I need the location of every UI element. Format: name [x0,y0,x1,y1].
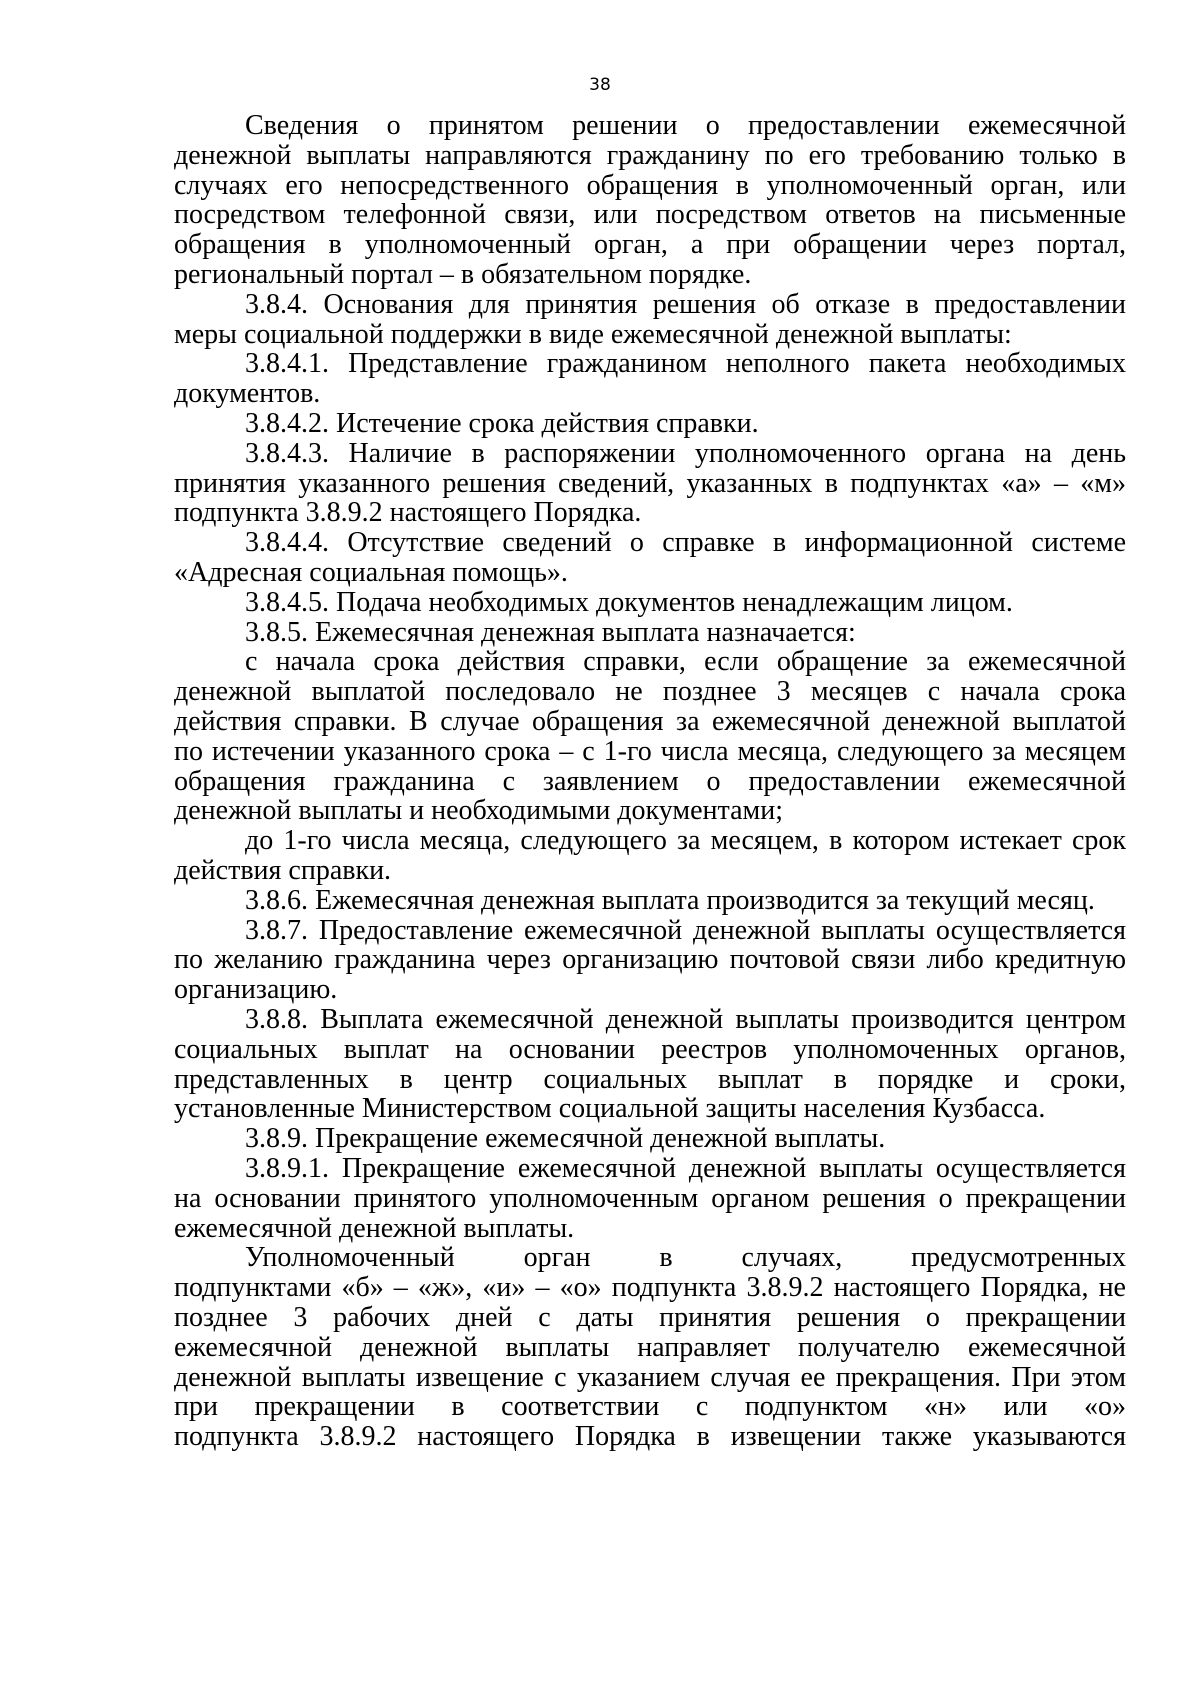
text-line: ежемесячной денежной выплаты. [174,1212,575,1244]
text-line: денежной выплатой последовало не позднее 3 месяцев с начала срока [174,676,1126,708]
text-line: при прекращении в соответствии с подпунктом «н» или «о» [174,1391,1126,1423]
text-line: 3.8.4. Основания для принятия решения об отказе в предоставлении [245,288,1126,320]
text-line: Сведения о принятом решении о предоставлении ежемесячной [245,110,1126,141]
text-line: 3.8.4.1. Представление гражданином неполного пакета необходимых [245,348,1126,380]
text-line: обращения в уполномоченный орган, а при обращении через портал, [174,229,1126,261]
text-line: по желанию гражданина через организацию почтовой связи либо кредитную [174,944,1126,976]
text-line: 3.8.4.4. Отсутствие сведений о справке в информационной системе [245,527,1126,559]
text-line: 3.8.4.3. Наличие в распоряжении уполномоченного органа на день [245,437,1126,469]
text-line: денежной выплаты извещение с указанием случая ее прекращения. При этом [174,1361,1126,1393]
text-line: подпунктами «б» – «ж», «и» – «о» подпункта 3.8.9.2 настоящего Порядка, не [174,1272,1126,1304]
text-line: меры социальной поддержки в виде ежемесячной денежной выплаты: [174,318,1012,350]
text-line: 3.8.5. Ежемесячная денежная выплата назначается: [245,616,856,648]
text-line: обращения гражданина с заявлением о предоставлении ежемесячной [174,765,1126,797]
text-line: установленные Министерством социальной защиты населения Кузбасса. [174,1093,1046,1125]
text-line: позднее 3 рабочих дней с даты принятия решения о прекращении [174,1302,1126,1333]
text-line: подпункта 3.8.9.2 настоящего Порядка в извещении также указываются [174,1421,1126,1453]
text-line: 3.8.7. Предоставление ежемесячной денежной выплаты осуществляется [245,914,1126,946]
text-line: денежной выплаты направляются гражданину по его требованию только в [174,139,1126,171]
text-line: «Адресная социальная помощь». [174,557,568,588]
text-line: организацию. [174,974,338,1006]
text-line: посредством телефонной связи, или посредством ответов на письменные [174,199,1126,231]
text-line: 3.8.4.2. Истечение срока действия справки. [245,408,759,439]
text-line: по истечении указанного срока – с 1-го числа месяца, следующего за месяцем [174,735,1126,767]
text-line: документов. [174,378,321,410]
text-line: на основании принятого уполномоченным органом решения о прекращении [174,1182,1126,1214]
text-line: 3.8.9.1. Прекращение ежемесячной денежной выплаты осуществляется [245,1153,1126,1184]
text-line: представленных в центр социальных выплат в порядке и сроки, [174,1063,1126,1095]
page-number: 38 [589,75,611,95]
text-line: принятия указанного решения сведений, указанных в подпунктах «а» – «м» [174,467,1126,499]
text-line: 3.8.8. Выплата ежемесячной денежной выплаты производится центром [245,1004,1126,1035]
text-line: с начала срока действия справки, если обращение за ежемесячной [245,646,1126,678]
text-line: действия справки. [174,855,392,886]
text-line: 3.8.6. Ежемесячная денежная выплата производится за текущий месяц. [245,884,1095,916]
text-line: региональный портал – в обязательном порядке. [174,259,752,290]
text-line: подпункта 3.8.9.2 настоящего Порядка. [174,497,642,529]
text-line: Уполномоченный орган в случаях, предусмотренных [245,1242,1126,1274]
text-line: социальных выплат на основании реестров уполномоченных органов, [174,1033,1126,1065]
text-line: ежемесячной денежной выплаты направляет получателю ежемесячной [174,1331,1126,1363]
text-line: до 1-го числа месяца, следующего за месяцем, в котором истекает срок [245,825,1126,857]
text-line: 3.8.9. Прекращение ежемесячной денежной выплаты. [245,1123,886,1155]
text-line: 3.8.4.5. Подача необходимых документов ненадлежащим лицом. [245,586,1013,618]
text-line: действия справки. В случае обращения за ежемесячной денежной выплатой [174,706,1126,737]
text-line: денежной выплаты и необходимыми документами; [174,795,784,827]
text-line: случаях его непосредственного обращения в уполномоченный орган, или [174,169,1126,201]
